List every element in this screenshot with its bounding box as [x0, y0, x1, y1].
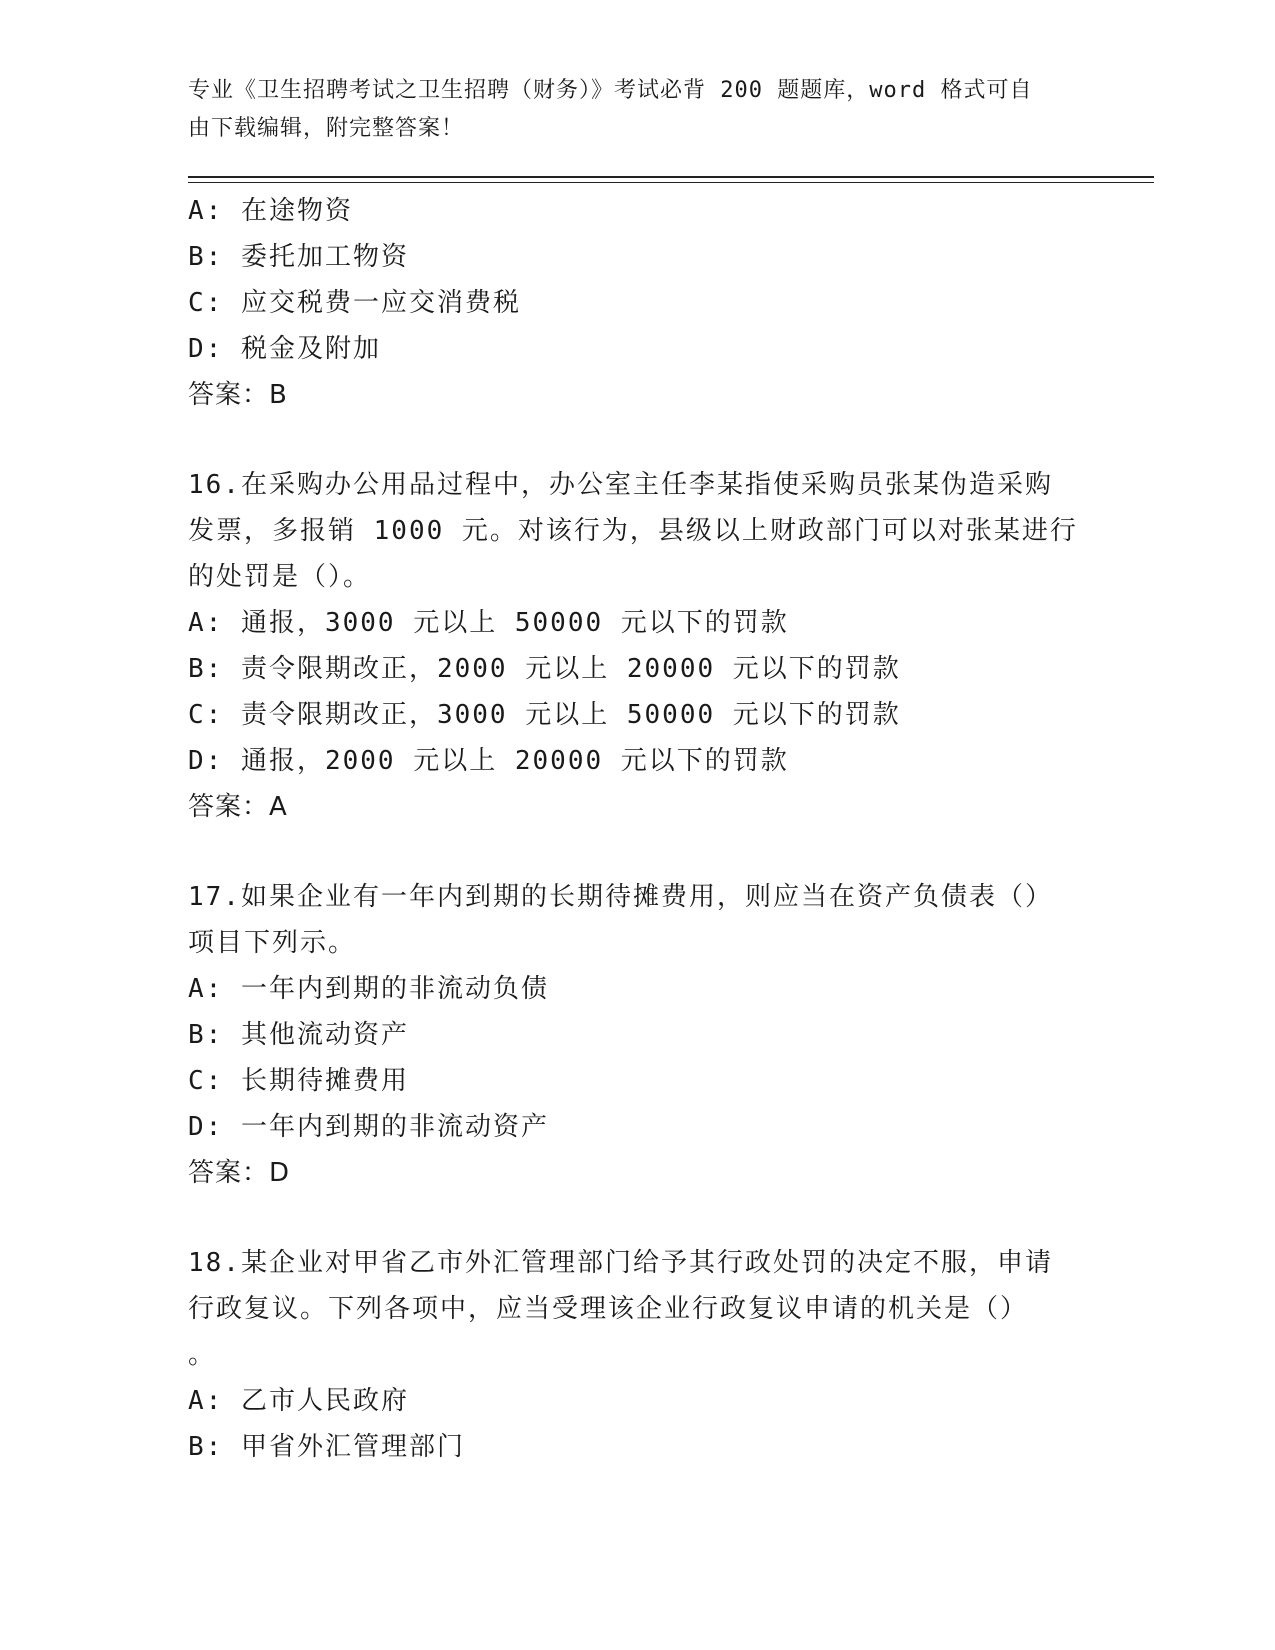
spacer	[188, 830, 1088, 874]
question-stem-line: 的处罚是（）。	[188, 562, 372, 592]
document-header	[188, 72, 1068, 148]
option-a: A: 在途物资	[188, 196, 353, 226]
question-17	[188, 874, 1088, 1196]
answer-line: 答案：A	[188, 792, 288, 822]
question-18	[188, 1240, 1088, 1470]
question-stem-line: 发票，多报销 1000 元。对该行为，县级以上财政部门可以对张某进行	[188, 516, 1078, 546]
header-line-2: 由下载编辑，附完整答案！	[188, 116, 465, 141]
question-stem-line: 16.在采购办公用品过程中，办公室主任李某指使采购员张某伪造采购	[188, 470, 1053, 500]
option-c: C: 长期待摊费用	[188, 1066, 409, 1096]
answer-line: 答案：B	[188, 380, 288, 410]
header-line-1: 专业《卫生招聘考试之卫生招聘（财务）》考试必背 200 题题库，word 格式可自	[188, 78, 1033, 103]
answer-line: 答案：D	[188, 1158, 291, 1188]
option-c: C: 应交税费一应交消费税	[188, 288, 521, 318]
option-d: D: 税金及附加	[188, 334, 381, 364]
question-stem-line: 项目下列示。	[188, 928, 357, 958]
question-stem-line: 17.如果企业有一年内到期的长期待摊费用，则应当在资产负债表（）	[188, 882, 1053, 912]
question-list	[188, 188, 1088, 1470]
question-stem-line: 行政复议。下列各项中，应当受理该企业行政复议申请的机关是（）	[188, 1294, 1029, 1324]
option-a: A: 通报，3000 元以上 50000 元以下的罚款	[188, 608, 789, 638]
spacer	[188, 418, 1088, 462]
header-rule-thick	[188, 176, 1154, 178]
spacer	[188, 1196, 1088, 1240]
option-b: B: 其他流动资产	[188, 1020, 409, 1050]
option-a: A: 一年内到期的非流动负债	[188, 974, 549, 1004]
option-a: A: 乙市人民政府	[188, 1386, 409, 1416]
option-b: B: 甲省外汇管理部门	[188, 1432, 465, 1462]
option-c: C: 责令限期改正，3000 元以上 50000 元以下的罚款	[188, 700, 901, 730]
question-stem-line: 。	[188, 1340, 217, 1370]
option-d: D: 通报，2000 元以上 20000 元以下的罚款	[188, 746, 789, 776]
header-rule-thin	[188, 182, 1154, 183]
question-stem-line: 18.某企业对甲省乙市外汇管理部门给予其行政处罚的决定不服，申请	[188, 1248, 1053, 1278]
option-b: B: 责令限期改正，2000 元以上 20000 元以下的罚款	[188, 654, 901, 684]
option-b: B: 委托加工物资	[188, 242, 409, 272]
question-16	[188, 462, 1088, 830]
question-15	[188, 188, 1088, 418]
option-d: D: 一年内到期的非流动资产	[188, 1112, 549, 1142]
